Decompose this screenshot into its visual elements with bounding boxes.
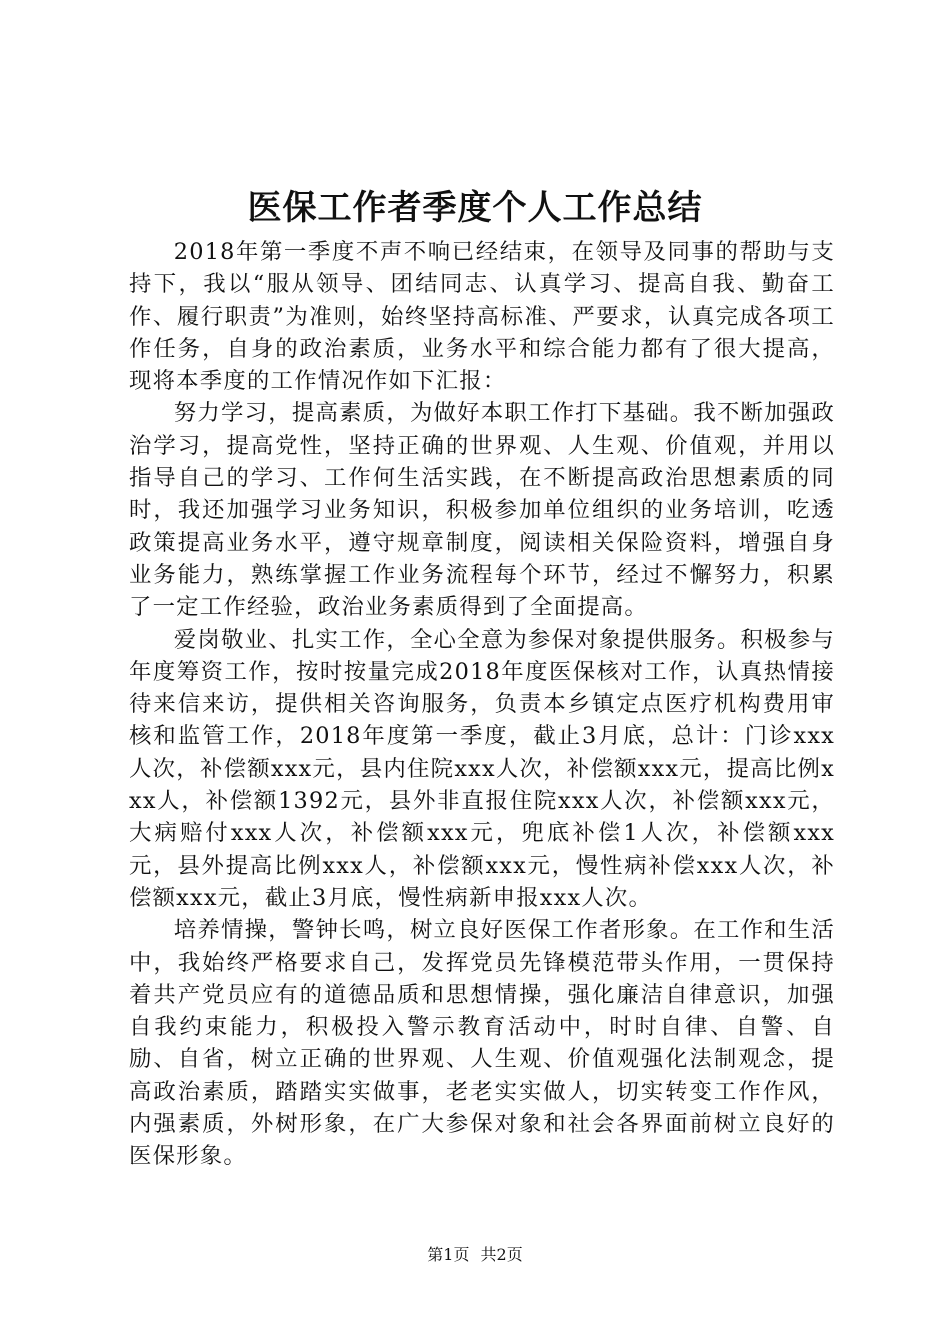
document-title: 医保工作者季度个人工作总结 <box>247 188 703 228</box>
paragraph-ethics: 培养情操，警钟长鸣，树立良好医保工作者形象。在工作和生活中，我始终严格要求自己，发挥党员先锋模范带头作用，一贯保持着共产党员应有的道德品质和思想情操，强化廉洁自律意识，加强自我约束能力，积极投入警示教育活动中，时时自律、自警、自励、自省，树立正确的世界观、人生观、价值观强化法制观念，提高政治素质，踏踏实实做事，老老实实做人，切实转变工作作风，内强素质，外树形象，在广大参保对象和社会各界面前树立良好的医保形象。 <box>129 917 835 1170</box>
document-body <box>129 236 835 1173</box>
page-number: 第1页 <box>427 1245 470 1264</box>
paragraph-intro: 2018年第一季度不声不响已经结束，在领导及同事的帮助与支持下，我以“服从领导、团结同志、认真学习、提高自我、勤奋工作、履行职责”为准则，始终坚持高标准、严要求，认真完成各项工作任务，自身的政治素质，业务水平和综合能力都有了很大提高，现将本季度的工作情况作如下汇报： <box>129 239 835 395</box>
page-total: 共2页 <box>480 1245 523 1264</box>
paragraph-work: 爱岗敬业、扎实工作，全心全意为参保对象提供服务。积极参与年度筹资工作，按时按量完成2018年度医保核对工作，认真热情接待来信来访，提供相关咨询服务，负责本乡镇定点医疗机构费用审核和监管工作，2018年度第一季度，截止3月底，总计：门诊xxx人次，补偿额xxx元，县内住院xxx人次，补偿额xxx元，提高比例xxx人，补偿额1392元，县外非直报住院xxx人次，补偿额xxx元，大病赔付xxx人次，补偿额xxx元，兜底补偿1人次，补偿额xxx元，县外提高比例xxx人，补偿额xxx元，慢性病补偿xxx人次，补偿额xxx元，截止3月底，慢性病新申报xxx人次。 <box>129 626 835 911</box>
page-footer <box>0 1245 950 1265</box>
paragraph-study: 努力学习，提高素质，为做好本职工作打下基础。我不断加强政治学习，提高党性，坚持正确的世界观、人生观、价值观，并用以指导自己的学习、工作何生活实践，在不断提高政治思想素质的同时，我还加强学习业务知识，积极参加单位组织的业务培训，吃透政策提高业务水平，遵守规章制度，阅读相关保险资料，增强自身业务能力，熟练掌握工作业务流程每个环节，经过不懈努力，积累了一定工作经验，政治业务素质得到了全面提高。 <box>129 400 835 621</box>
